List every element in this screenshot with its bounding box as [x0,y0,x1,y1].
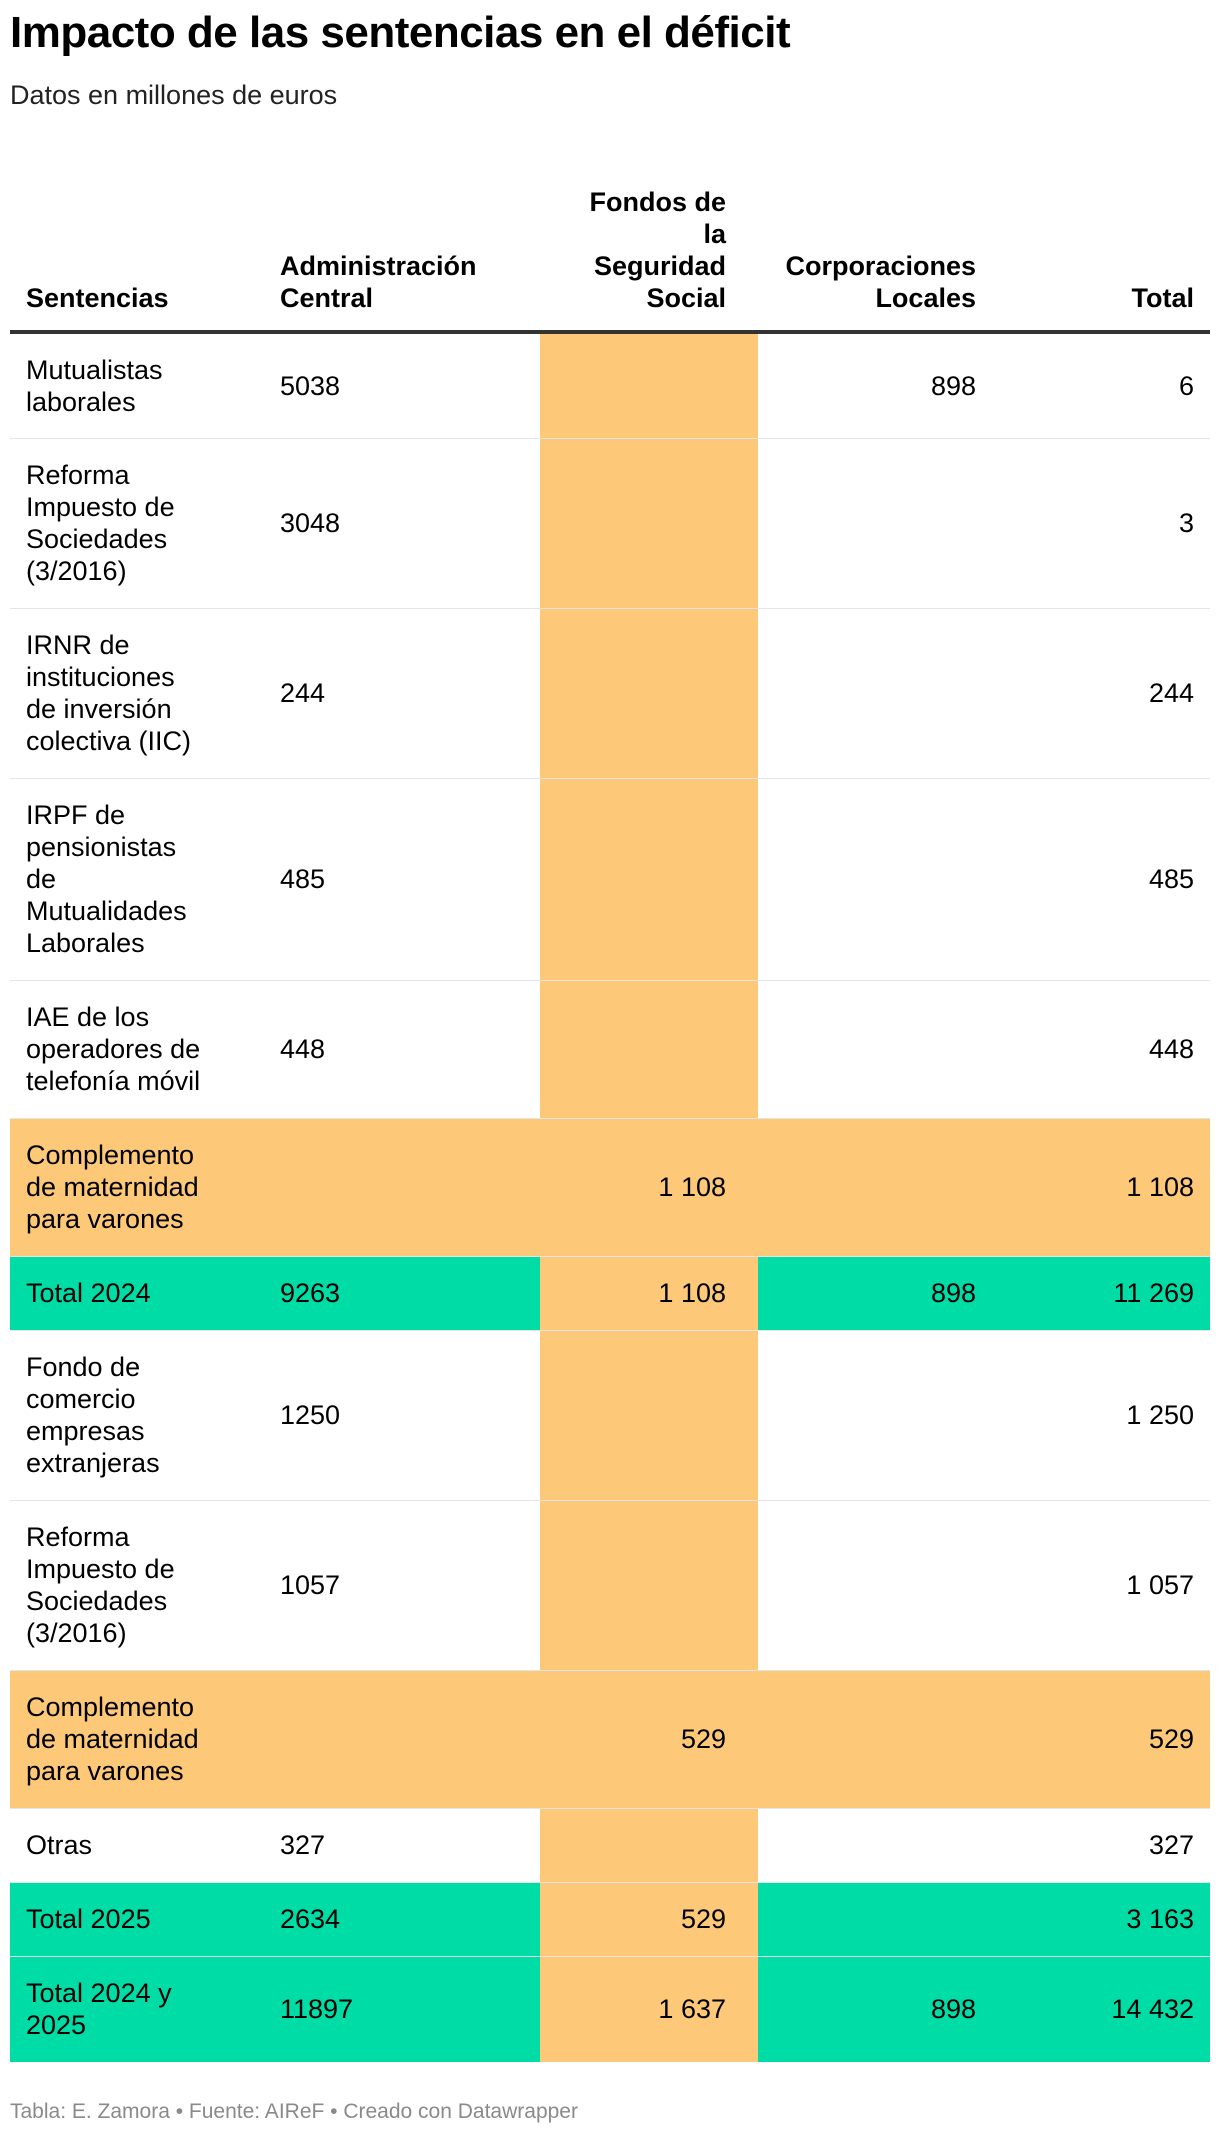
table-row [10,1500,1210,1670]
table-row [10,1330,1210,1500]
header-locales-line-1: Corporaciones [785,251,976,281]
cell-sentencia [10,778,264,980]
table-row [10,608,1210,778]
sentencia-label-line: Mutualistas [26,354,163,385]
cell-seguridad-social [540,1500,758,1670]
sentencia-label-line: Impuesto de [26,492,175,522]
cell-seguridad-social [540,1118,758,1256]
cell-sentencia [10,1956,264,2062]
cell-sentencia [10,1808,264,1882]
cell-total-value: 1 250 [1126,1400,1194,1430]
table-row [10,1956,1210,2062]
cell-seguridad-social [540,608,758,778]
cell-locales [758,608,1008,778]
cell-total-value: 1 057 [1126,1570,1194,1600]
header-central-line-2: Central [280,283,374,313]
cell-locales [758,1118,1008,1256]
header-locales-line-2: Locales [875,283,976,313]
cell-central [264,1256,540,1330]
page-subtitle: Datos en millones de euros [10,80,338,110]
sentencia-label-line: Sociedades [26,524,168,554]
cell-central-value: 9263 [280,1278,341,1308]
cell-central-value: 11897 [280,1994,354,2025]
cell-central [264,332,540,438]
sentencia-label-line: comercio [26,1384,136,1414]
sentencia-label-line: (3/2016) [26,556,127,586]
cell-seguridad-social-value: 1 108 [658,1172,726,1202]
table-row [10,438,1210,608]
cell-central [264,1670,540,1808]
cell-central [264,1500,540,1670]
deficit-table [10,166,1210,2062]
cell-locales [758,980,1008,1118]
cell-locales [758,1956,1008,2062]
sentencia-label-line: Impuesto de [26,1554,175,1584]
header-administracion-central[interactable] [264,166,540,332]
table-row [10,980,1210,1118]
table-row [10,1808,1210,1882]
cell-total-value: 244 [1148,678,1194,708]
cell-seguridad-social [540,778,758,980]
cell-sentencia [10,1330,264,1500]
cell-central-value: 448 [280,1034,326,1064]
sentencia-label-line: Complemento [26,1140,195,1170]
cell-sentencia [10,1256,264,1330]
cell-locales [758,438,1008,608]
cell-central [264,1956,540,2062]
cell-central-value: 244 [280,678,326,708]
cell-total [1008,1808,1210,1882]
page-title: Impacto de las sentencias en el déficit [10,8,791,57]
cell-locales [758,1500,1008,1670]
sentencia-label-line: Total 2025 [26,1904,151,1934]
cell-total [1008,1330,1210,1500]
sentencia-label-line: Total 2024 y [26,1978,172,2009]
cell-locales [758,1670,1008,1808]
cell-locales-value: 898 [930,1994,976,2025]
cell-central [264,438,540,608]
cell-seguridad-social-value: 1 108 [658,1278,726,1308]
sentencia-label-line: Otras [26,1830,93,1860]
sentencia-label-line: Complemento [26,1692,195,1722]
sentencia-label-line: Fondo de [26,1352,141,1382]
cell-seguridad-social-value: 529 [680,1724,726,1754]
table-header-row [10,166,1210,332]
cell-total-value: 327 [1148,1830,1194,1860]
cell-total-value: 3 163 [1126,1904,1194,1934]
header-ss-line-1: Fondos de [589,187,726,217]
cell-total [1008,608,1210,778]
cell-total-value: 485 [1148,864,1194,894]
sentencia-label-line: (3/2016) [26,1618,127,1648]
cell-total-value: 3 [1178,508,1194,538]
cell-sentencia [10,980,264,1118]
sentencia-label-line: instituciones [26,662,175,692]
sentencia-label-line: Reforma [26,460,130,490]
sentencia-label-line: operadores de [26,1034,201,1064]
sentencia-label-line: Laborales [26,928,145,958]
cell-central-value: 485 [280,864,326,894]
cell-sentencia [10,1500,264,1670]
header-ss-line-4: Social [646,283,726,313]
cell-seguridad-social [540,1956,758,2062]
cell-central-value: 327 [280,1830,326,1860]
cell-seguridad-social [540,438,758,608]
header-corporaciones-locales[interactable] [758,166,1008,332]
table-row [10,332,1210,438]
cell-sentencia [10,332,264,438]
sentencia-label-line: IAE de los [26,1002,150,1032]
cell-locales [758,1882,1008,1956]
cell-total [1008,1956,1210,2062]
cell-locales [758,1808,1008,1882]
cell-seguridad-social [540,1330,758,1500]
sentencia-label-line: Sociedades [26,1586,168,1616]
cell-central [264,980,540,1118]
sentencia-label-line: empresas [26,1416,145,1446]
cell-locales [758,1256,1008,1330]
cell-central [264,1118,540,1256]
cell-total-value: 448 [1148,1034,1194,1064]
cell-locales [758,1330,1008,1500]
cell-central [264,778,540,980]
sentencia-label-line: extranjeras [26,1448,160,1478]
cell-sentencia [10,1670,264,1808]
cell-total [1008,1118,1210,1256]
header-central-line-1: Administración [280,251,477,281]
footer-credits: Tabla: E. Zamora • Fuente: AIReF • Creado con Datawrapper [10,2100,578,2123]
sentencia-label-line: Mutualidades [26,896,187,926]
table-row [10,778,1210,980]
sentencia-label-line: para varones [26,1204,184,1234]
cell-seguridad-social-value: 1 637 [658,1994,726,2025]
cell-total-value: 529 [1148,1724,1194,1754]
cell-central [264,1882,540,1956]
sentencia-label-line: de [26,864,57,894]
table-row [10,1882,1210,1956]
cell-sentencia [10,438,264,608]
sentencia-label-line: telefonía móvil [26,1066,201,1096]
table-row [10,1118,1210,1256]
cell-seguridad-social-value: 529 [680,1904,726,1934]
cell-total [1008,438,1210,608]
cell-locales-value: 898 [930,370,976,401]
cell-seguridad-social [540,1670,758,1808]
sentencia-label-line: de inversión [26,694,172,724]
cell-total [1008,1670,1210,1808]
cell-central-value: 2634 [280,1904,341,1934]
table-row [10,1670,1210,1808]
header-ss-line-2: la [703,219,726,249]
cell-central-value: 1057 [280,1570,341,1600]
sentencia-label-line: laborales [26,386,136,417]
sentencia-label-line: IRPF de [26,800,126,830]
cell-total-value: 6 [1178,370,1194,401]
cell-sentencia [10,1118,264,1256]
cell-seguridad-social [540,1808,758,1882]
header-sentencias[interactable] [10,166,264,332]
table-body [10,332,1210,2062]
cell-total [1008,778,1210,980]
sentencia-label-line: 2025 [26,2010,87,2041]
cell-central-value: 1250 [280,1400,341,1430]
cell-total [1008,1256,1210,1330]
cell-seguridad-social [540,332,758,438]
cell-total [1008,1882,1210,1956]
cell-locales-value: 898 [930,1278,976,1308]
sentencia-label-line: IRNR de [26,630,130,660]
cell-sentencia [10,608,264,778]
cell-central-value: 5038 [280,370,341,401]
sentencia-label-line: Reforma [26,1522,130,1552]
cell-sentencia [10,1882,264,1956]
sentencia-label-line: de maternidad [26,1724,199,1754]
cell-locales [758,332,1008,438]
cell-locales [758,778,1008,980]
cell-central [264,1330,540,1500]
cell-seguridad-social [540,1882,758,1956]
cell-total-value: 1 108 [1126,1172,1194,1202]
sentencia-label-line: pensionistas [26,832,177,862]
cell-total-value: 14 432 [1111,1994,1194,2025]
sentencia-label-line: para varones [26,1756,184,1786]
sentencia-label-line: Total 2024 [26,1278,151,1308]
cell-central [264,608,540,778]
header-sentencias-label: Sentencias [26,283,169,313]
cell-seguridad-social [540,980,758,1118]
cell-total [1008,980,1210,1118]
header-total-label: Total [1131,283,1194,313]
cell-central-value: 3048 [280,508,341,538]
cell-total [1008,1500,1210,1670]
header-total[interactable] [1008,166,1210,332]
header-seguridad-social[interactable] [540,166,758,332]
header-ss-line-3: Seguridad [593,251,726,281]
cell-total [1008,332,1210,438]
cell-total-value: 11 269 [1113,1278,1194,1308]
cell-seguridad-social [540,1256,758,1330]
cell-central [264,1808,540,1882]
sentencia-label-line: colectiva (IIC) [26,726,192,756]
table-row [10,1256,1210,1330]
sentencia-label-line: de maternidad [26,1172,199,1202]
